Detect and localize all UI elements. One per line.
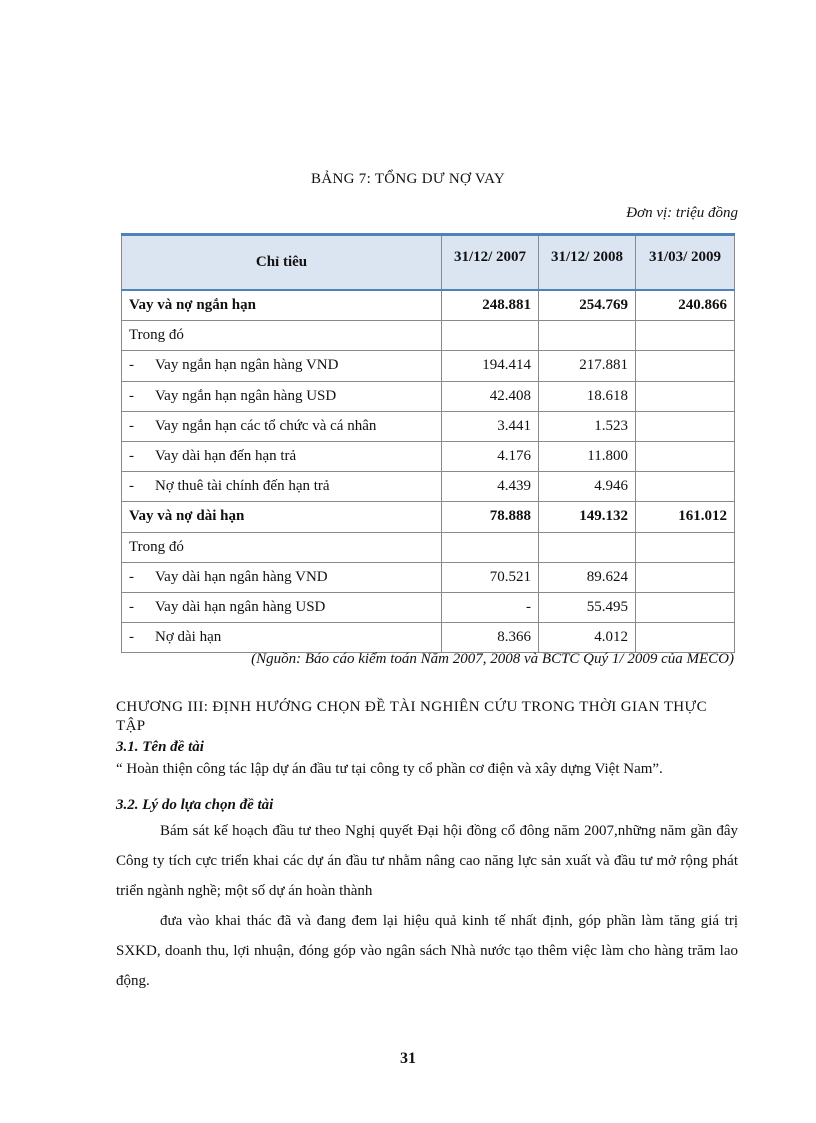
row-label-cell	[122, 411, 442, 441]
value-2007: 3.441	[442, 411, 539, 441]
section-1-heading: 3.1. Tên đề tài	[116, 739, 204, 755]
value-2007	[442, 532, 539, 562]
value-2007: 78.888	[442, 502, 539, 532]
value-2009	[636, 411, 735, 441]
value-2008	[539, 321, 636, 351]
header-2009: 31/03/ 2009	[636, 235, 735, 291]
unit-label: Đơn vị: triệu đồng	[626, 205, 738, 221]
row-label-cell	[122, 532, 442, 562]
value-2009: 161.012	[636, 502, 735, 532]
value-2007	[442, 321, 539, 351]
table-row	[122, 411, 735, 441]
table-row	[122, 381, 735, 411]
row-dash: -	[129, 387, 134, 404]
value-2007: 4.439	[442, 472, 539, 502]
value-2007: 248.881	[442, 290, 539, 321]
row-label-cell	[122, 472, 442, 502]
row-dash: -	[129, 357, 134, 374]
paragraph-1: Bám sát kế hoạch đầu tư theo Nghị quyết Đại hội đồng cổ đông năm 2007,những năm gần đây Công ty tích cực triển khai các dự án đầu tư nhằm nâng cao năng lực sản xuất và đầu tư mở rộng phát triển ngành nghề; một số dự án hoàn thành	[116, 823, 738, 899]
row-label: Vay dài hạn ngân hàng USD	[155, 598, 326, 615]
value-2009	[636, 472, 735, 502]
source-note: (Nguồn: Báo cáo kiểm toán Năm 2007, 2008 và BCTC Quý 1/ 2009 của MECO)	[251, 651, 734, 667]
row-label: Vay ngắn hạn ngân hàng USD	[155, 387, 337, 404]
row-dash: -	[129, 598, 134, 615]
section-1-text: “ Hoàn thiện công tác lập dự án đầu tư tại công ty cổ phần cơ điện và xây dựng Việt Nam”.	[116, 761, 663, 777]
section-2-heading: 3.2. Lý do lựa chọn đề tài	[116, 797, 274, 813]
value-2008: 1.523	[539, 411, 636, 441]
row-label: Trong đó	[129, 538, 184, 555]
value-2007: 4.176	[442, 441, 539, 471]
row-label-cell	[122, 441, 442, 471]
row-label-cell	[122, 502, 442, 532]
row-label: Trong đó	[129, 327, 184, 344]
row-label-cell	[122, 290, 442, 321]
row-label-cell	[122, 623, 442, 653]
header-2007: 31/12/ 2007	[442, 235, 539, 291]
value-2008: 18.618	[539, 381, 636, 411]
value-2008: 55.495	[539, 592, 636, 622]
table-row	[122, 502, 735, 532]
row-label-cell	[122, 321, 442, 351]
value-2007: 70.521	[442, 562, 539, 592]
row-dash: -	[129, 478, 134, 495]
row-dash: -	[129, 568, 134, 585]
value-2008: 254.769	[539, 290, 636, 321]
table-header-row	[122, 235, 735, 291]
value-2007: 194.414	[442, 351, 539, 381]
value-2007: -	[442, 592, 539, 622]
table-row	[122, 592, 735, 622]
row-label: Nợ thuê tài chính đến hạn trả	[155, 478, 330, 495]
value-2009	[636, 351, 735, 381]
table-row	[122, 321, 735, 351]
value-2007: 42.408	[442, 381, 539, 411]
header-indicator: Chỉ tiêu	[122, 235, 442, 291]
value-2009: 240.866	[636, 290, 735, 321]
table-row	[122, 532, 735, 562]
table-row	[122, 290, 735, 321]
value-2009	[636, 592, 735, 622]
value-2009	[636, 441, 735, 471]
table-row	[122, 441, 735, 471]
header-2008: 31/12/ 2008	[539, 235, 636, 291]
table-row	[122, 562, 735, 592]
value-2008: 11.800	[539, 441, 636, 471]
value-2008	[539, 532, 636, 562]
value-2007: 8.366	[442, 623, 539, 653]
table-row	[122, 351, 735, 381]
page-number: 31	[400, 1050, 416, 1067]
row-label-cell	[122, 562, 442, 592]
value-2009	[636, 381, 735, 411]
row-label-cell	[122, 592, 442, 622]
value-2009	[636, 321, 735, 351]
value-2008: 217.881	[539, 351, 636, 381]
row-dash: -	[129, 629, 134, 646]
value-2009	[636, 532, 735, 562]
table-row	[122, 472, 735, 502]
row-label: Vay ngắn hạn ngân hàng VND	[155, 357, 339, 374]
chapter-title: CHƯƠNG III: ĐỊNH HƯỚNG CHỌN ĐỀ TÀI NGHIÊN CỨU TRONG THỜI GIAN THỰC TẬP	[116, 699, 707, 734]
value-2008: 4.012	[539, 623, 636, 653]
table-body	[122, 290, 735, 653]
body-text	[116, 816, 738, 996]
value-2008: 89.624	[539, 562, 636, 592]
row-label: Vay và nợ dài hạn	[129, 508, 245, 525]
value-2008: 149.132	[539, 502, 636, 532]
value-2009	[636, 562, 735, 592]
row-dash: -	[129, 417, 134, 434]
row-label: Vay dài hạn ngân hàng VND	[155, 568, 328, 585]
row-label: Vay dài hạn đến hạn trả	[155, 448, 297, 465]
debt-table	[121, 233, 735, 653]
row-label-cell	[122, 381, 442, 411]
paragraph-2: đưa vào khai thác đã và đang đem lại hiệu quả kinh tế nhất định, góp phần làm tăng giá trị SXKD, doanh thu, lợi nhuận, đóng góp vào ngân sách Nhà nước tạo thêm việc làm cho hàng trăm lao động.	[116, 913, 738, 989]
row-label: Vay ngắn hạn các tổ chức và cá nhân	[155, 417, 377, 434]
value-2008: 4.946	[539, 472, 636, 502]
row-label: Vay và nợ ngắn hạn	[129, 297, 256, 314]
value-2009	[636, 623, 735, 653]
table-row	[122, 623, 735, 653]
row-label: Nợ dài hạn	[155, 629, 222, 646]
row-label-cell	[122, 351, 442, 381]
table-title: BẢNG 7: TỔNG DƯ NỢ VAY	[311, 171, 505, 187]
row-dash: -	[129, 448, 134, 465]
